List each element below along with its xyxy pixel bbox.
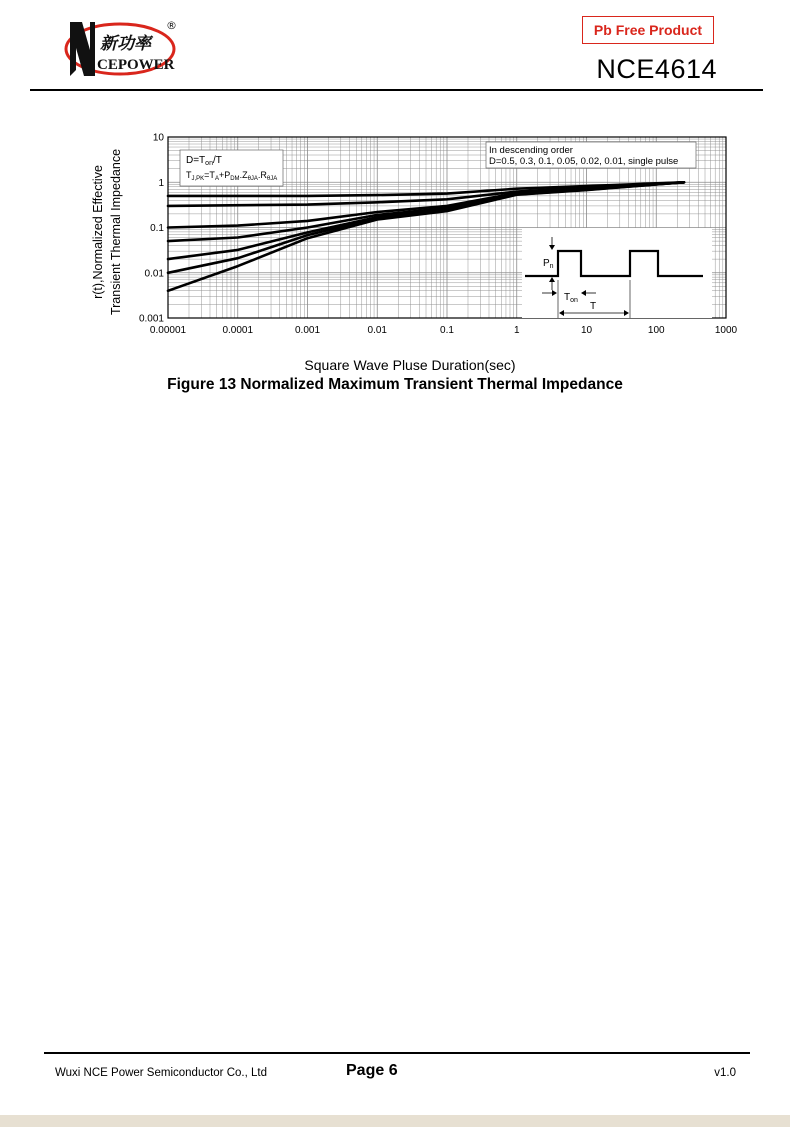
y-tick-label: 0.1	[150, 223, 164, 234]
period-label: T	[590, 301, 597, 312]
page-number: Page 6	[346, 1062, 398, 1079]
x-tick-label: 0.1	[440, 325, 454, 336]
pb-free-badge: Pb Free Product	[582, 16, 714, 44]
y-tick-label: 0.01	[144, 268, 164, 280]
order-legend-line2: D=0.5, 0.3, 0.1, 0.05, 0.02, 0.01, single pulse	[489, 156, 679, 167]
order-legend-line1: In descending order	[489, 145, 573, 156]
y-tick-label: 10	[152, 132, 164, 144]
x-tick-label: 0.0001	[222, 325, 254, 336]
company-name: Wuxi NCE Power Semiconductor Co., Ltd	[55, 1067, 267, 1079]
part-number: NCE4614	[596, 54, 717, 84]
footer-divider	[44, 1052, 750, 1054]
inset-background	[522, 228, 712, 318]
duty-formula: $D=T_{on}/T$	[186, 155, 222, 167]
figure-caption: Figure 13 Normalized Maximum Transient Thermal Impedance	[167, 376, 623, 393]
x-tick-label: 0.01	[367, 325, 387, 336]
junction-temp-formula: $T_{J,PK}=T_A+P_{DM}.Z_{\theta JA}.R_{\theta JA}$	[186, 170, 278, 182]
x-tick-label: 0.001	[294, 325, 321, 336]
y-axis-label-line1: r(t),Normalized Effective	[91, 165, 105, 299]
pulse-waveform-inset	[522, 228, 712, 318]
x-tick-label: 0.00001	[149, 325, 187, 336]
logo-n-mark	[70, 22, 95, 76]
x-tick-label: 100	[647, 325, 665, 336]
x-tick-label: 1	[513, 325, 520, 336]
registered-mark: ®	[166, 19, 177, 32]
header-divider	[30, 89, 763, 91]
x-axis-label: Square Wave Pluse Duration(sec)	[304, 357, 516, 373]
transient-thermal-impedance-chart	[84, 130, 744, 362]
y-tick-label: 1	[158, 177, 164, 189]
page-bottom-edge	[0, 1115, 790, 1127]
y-tick-labels	[139, 133, 164, 325]
x-tick-label: 1000	[714, 325, 738, 336]
y-axis-label-line2: Transient Thermal Impedance	[109, 148, 123, 316]
x-tick-label: 10	[580, 325, 593, 336]
x-tick-labels	[150, 325, 738, 336]
document-version: v1.0	[714, 1067, 736, 1079]
y-tick-label: 0.001	[138, 313, 164, 325]
ton-label: $T_{on}$	[564, 292, 578, 304]
logo-chinese-text: 新功率	[100, 34, 151, 54]
logo-english-text: CEPOWER	[97, 57, 175, 73]
nce-power-logo	[62, 18, 182, 80]
pn-label: $P_n$	[543, 258, 554, 270]
